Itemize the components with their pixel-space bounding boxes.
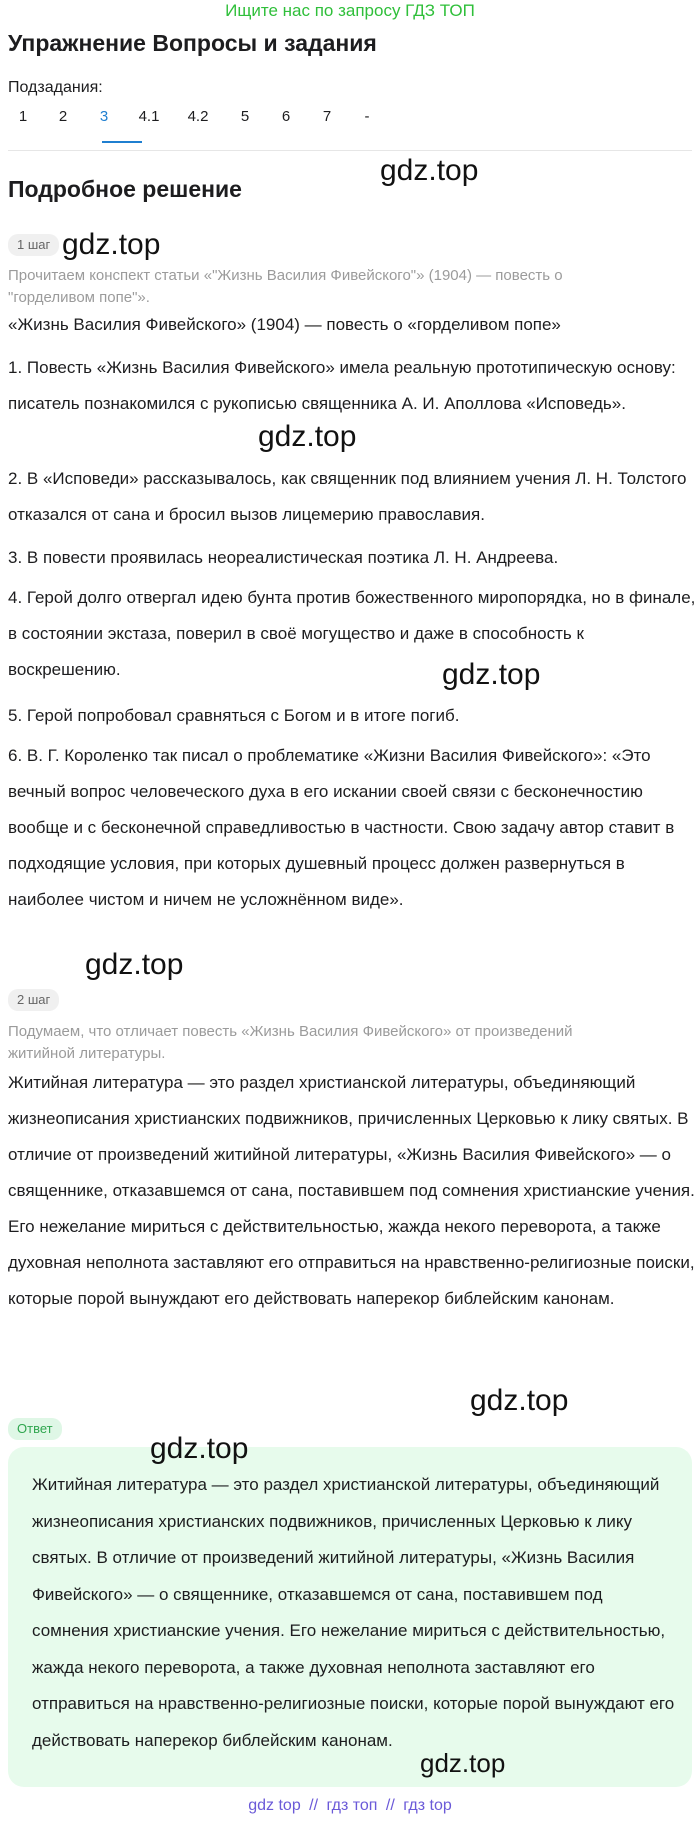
footer-links	[0, 1795, 700, 1817]
subtasks-label: Подзадания:	[8, 79, 103, 96]
paragraph: Житийная литература — это раздел христианской литературы, объединяющий жизнеописания христианских подвижников, причисленных Церковью к лику святых. В отличие от произведений житийной литературы, «Жизнь Василия Фивейского» — о священнике, отказавшемся от сана, поставившем под сомнения христианские учения. Его нежелание мириться с действительностью, жажда некого переворота, а также духовная неполнота заставляют его отправиться на нравственно-религиозные поиски, которые порой вынуждают его действовать наперекор библейским канонам.	[8, 1073, 695, 1308]
watermark: gdz.top	[62, 228, 161, 261]
watermark: gdz.top	[258, 420, 357, 453]
paragraph: 4. Герой долго отвергал идею бунта против божественного миропорядка, но в финале, в состоянии экстаза, поверил в своё могущество и даже в способность к воскрешению.	[8, 588, 696, 679]
divider	[8, 150, 692, 151]
step-hint: Прочитаем конспект статьи «"Жизнь Василия Фивейского"» (1904) — повесть о "горделивом попе"».	[8, 267, 563, 306]
paragraph: 5. Герой попробовал сравняться с Богом и в итоге погиб.	[8, 706, 460, 725]
footer-separator: //	[309, 1797, 319, 1814]
subtask-tab-2[interactable]: 2	[58, 108, 68, 125]
watermark: gdz.top	[420, 1748, 506, 1778]
subtask-tab-6[interactable]: 6	[281, 108, 291, 125]
watermark: gdz.top	[380, 154, 479, 187]
subtask-tab-5[interactable]: 5	[240, 108, 250, 125]
footer-link-gdz-top[interactable]: gdz top	[248, 1797, 301, 1814]
footer-link-gdz-top-mixed[interactable]: гдз top	[403, 1797, 452, 1814]
paragraph: «Жизнь Василия Фивейского» (1904) — повесть о «горделивом попе»	[8, 315, 561, 334]
paragraph: 2. В «Исповеди» рассказывалось, как священник под влиянием учения Л. Н. Толстого отказался от сана и бросил вызов лицемерию православия.	[8, 469, 687, 524]
step-badge: 1 шаг	[8, 234, 59, 256]
subtask-tab-3[interactable]: 3	[99, 108, 109, 125]
subtask-tab-4-2[interactable]: 4.2	[187, 108, 209, 125]
subtask-tab-1[interactable]: 1	[18, 108, 28, 125]
watermark: gdz.top	[470, 1384, 569, 1417]
exercise-title: Упражнение Вопросы и задания	[8, 30, 377, 56]
watermark: gdz.top	[442, 658, 541, 691]
solution-title: Подробное решение	[8, 176, 242, 202]
paragraph: 6. В. Г. Короленко так писал о проблематике «Жизни Василия Фивейского»: «Это вечный вопрос человеческого духа в его искании своей связи с бесконечностию вообще и с бесконечной справедливостью в частности. Свою задачу автор ставит в подходящие условия, при которых душевный процесс должен развернуться в наиболее чистом и ничем не усложнённом виде».	[8, 746, 675, 909]
step-badge: 2 шаг	[8, 989, 59, 1011]
watermark: gdz.top	[150, 1432, 249, 1465]
watermark: gdz.top	[85, 948, 184, 981]
answer-badge: Ответ	[8, 1418, 62, 1440]
paragraph: 3. В повести проявилась неореалистическая поэтика Л. Н. Андреева.	[8, 548, 559, 567]
subtask-tab-7[interactable]: 7	[322, 108, 332, 125]
search-banner: Ищите нас по запросу ГДЗ ТОП	[225, 1, 475, 20]
footer-separator: //	[385, 1797, 395, 1814]
answer-text: Житийная литература — это раздел христианской литературы, объединяющий жизнеописания христианских подвижников, причисленных Церковью к лику святых. В отличие от произведений житийной литературы, «Жизнь Василия Фивейского» — о священнике, отказавшемся от сана, поставившем под сомнения христианские учения. Его нежелание мириться с действительностью, жажда некого переворота, а также духовная неполнота заставляют его отправиться на нравственно-религиозные поиски, которые порой вынуждают его действовать наперекор библейским канонам.	[32, 1475, 675, 1750]
subtask-tab-dash[interactable]: -	[364, 108, 370, 125]
footer-link-gdz-top-ru[interactable]: гдз топ	[326, 1797, 378, 1814]
paragraph: 1. Повесть «Жизнь Василия Фивейского» имела реальную прототипическую основу: писатель познакомился с рукописью священника А. И. Аполлова «Исповедь».	[8, 358, 676, 413]
active-tab-indicator	[102, 141, 142, 143]
subtask-tab-4-1[interactable]: 4.1	[138, 108, 160, 125]
subtask-tabs	[8, 108, 692, 140]
step-hint: Подумаем, что отличает повесть «Жизнь Василия Фивейского» от произведений житийной литературы.	[8, 1023, 573, 1062]
